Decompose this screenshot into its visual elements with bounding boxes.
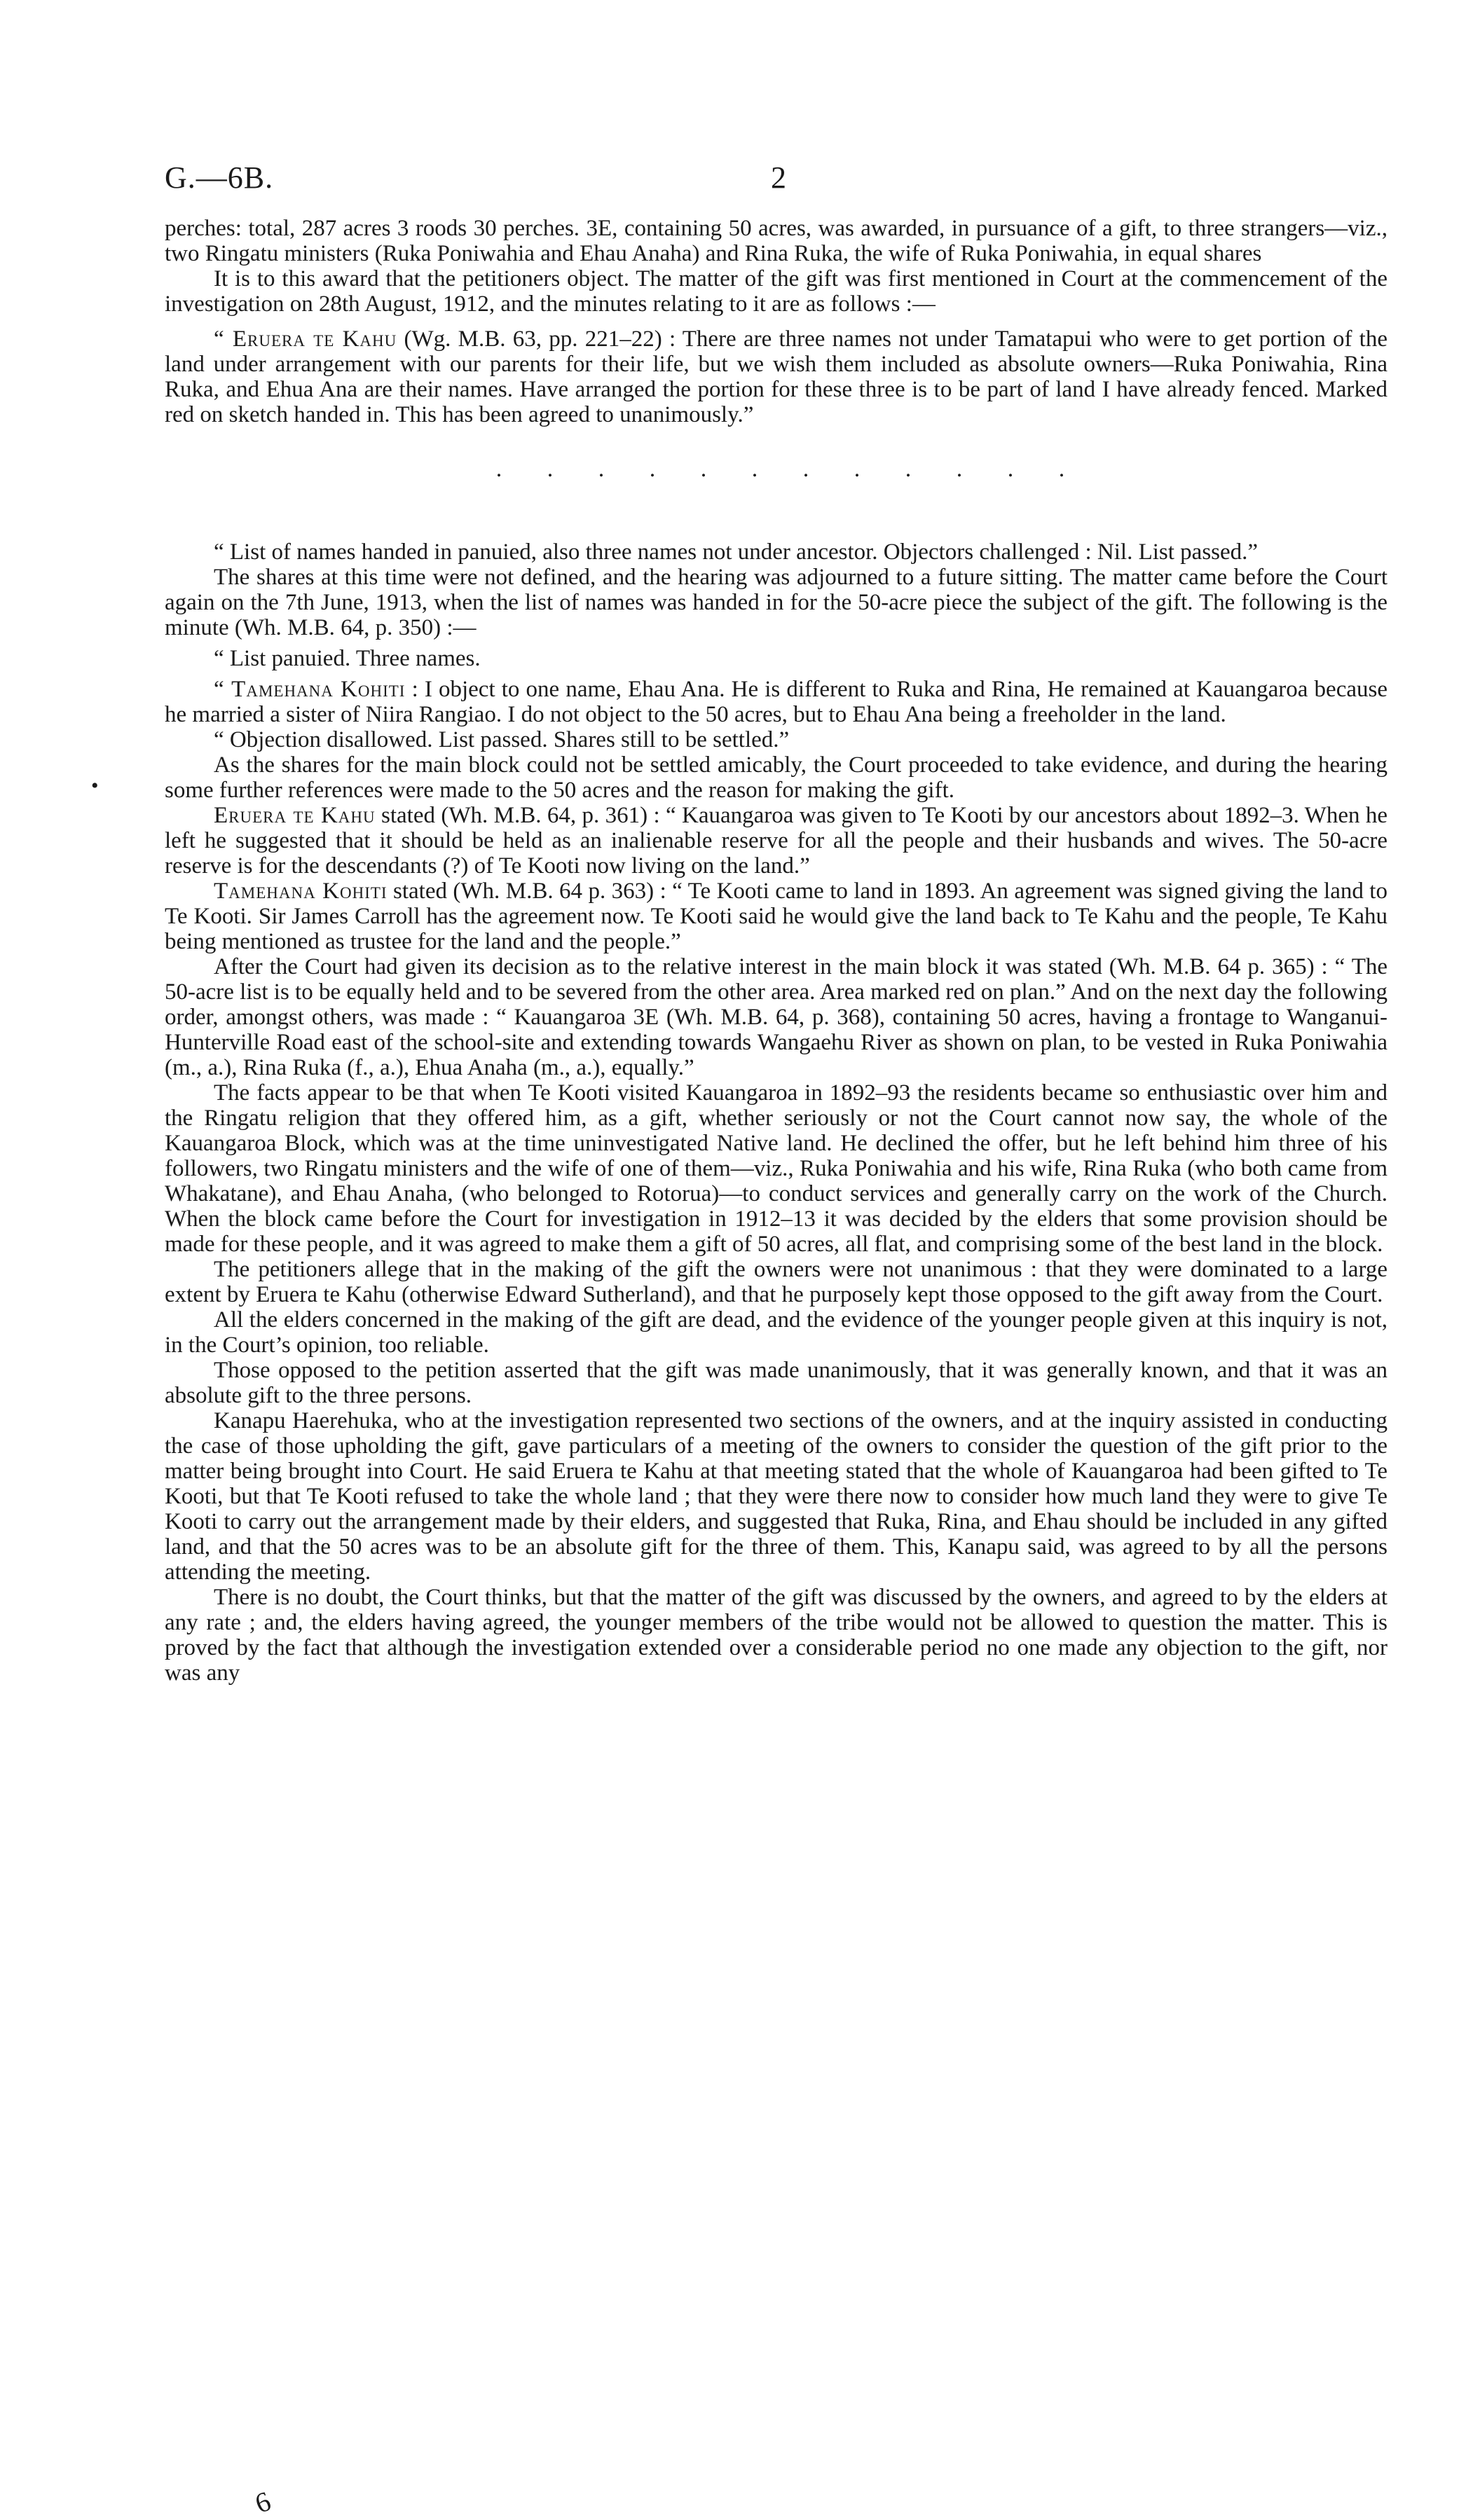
paragraph: It is to this award that the petitioners object. The matter of the gift was first mentioned in Court at the commencement of the investigation on 28th August, 1912, and the minutes relating to it are as follows :— (165, 266, 1388, 317)
speaker-name: Tamehana Kohiti (214, 879, 388, 904)
paragraph: Kanapu Haerehuka, who at the investigation represented two sections of the owners, and at the inquiry assisted in conducting the case of those upholding the gift, gave particulars of a meeting of the owners to consider the question of the gift prior to the matter being brought into Court. He said Eruera te Kahu at that meeting stated that the whole of Kauangaroa had been gifted to Te Kooti, but that Te Kooti refused to take the whole land ; that they were there now to consider how much land they were to give Te Kooti to carry out the arrangement made by their elders, and suggested that Ruka, Rina, and Ehau should be included in any gifted land, and that the 50 acres was to be an absolute gift for the three of them. This, Kanapu said, was agreed to by all the persons attending the meeting. (165, 1408, 1388, 1585)
paragraph: After the Court had given its decision as to the relative interest in the main block it was stated (Wh. M.B. 64 p. 365) : “ The 50-acre list is to be equally held and to be severed from the other area. Area marked red on plan.” And on the next day the following order, amongst others, was made : “ Kauangaroa 3E (Wh. M.B. 64, p. 368), containing 50 acres, having a frontage to Wanganui-Hunterville Road east of the school-site and extending towards Wangaehu River as shown on plan, to be vested in Ruka Poniwahia (m., a.), Rina Ruka (f., a.), Ehua Anaha (m., a.), equally.” (165, 954, 1388, 1080)
page-number: 2 (771, 160, 787, 195)
document-reference: G.—6B. (165, 160, 274, 195)
speaker-name: “ Tamehana Kohiti (214, 677, 406, 702)
quote-text: (Wg. M.B. 63, pp. 221–22) : There are three names not under Tamatapui who were to get portion of the land under arrangement with our parents for their life, but we wish them included as absolute owners—Ruka Poniwahia, Rina Ruka, and Ehua Ana are their names. Have arranged the portion for these three is to be part of land I have already fenced. Marked red on sketch handed in. This has been agreed to unanimously.” (165, 326, 1388, 427)
document-page (165, 160, 1388, 1686)
spacer (165, 511, 1388, 539)
paragraph: The shares at this time were not defined, and the hearing was adjourned to a future sitting. The matter came before the Court again on the 7th June, 1913, when the list of names was handed in for the 50-acre piece the subject of the gift. The following is the minute (Wh. M.B. 64, p. 350) :— (165, 565, 1388, 640)
paragraph: There is no doubt, the Court thinks, but that the matter of the gift was discussed by the owners, and agreed to by the elders at any rate ; and, the elders having agreed, the younger members of the tribe would not be allowed to question the matter. This is proved by the fact that although the investigation extended over a considerable period no one made any objection to the gift, nor was any (165, 1585, 1388, 1686)
speaker-name: “ Eruera te Kahu (214, 326, 397, 352)
quote-paragraph (165, 677, 1388, 727)
paragraph: Those opposed to the petition asserted that the gift was made unanimously, that it was generally known, and that it was an absolute gift to the three persons. (165, 1358, 1388, 1408)
paragraph-text: stated (Wh. M.B. 64 p. 363) : “ Te Kooti came to land in 1893. An agreement was signed giving the land to Te Kooti. Sir James Carroll has the agreement now. Te Kooti said he would give the land back to Te Kahu and the people, Te Kahu being mentioned as trustee for the land and the people.” (165, 879, 1388, 954)
paragraph-continuation: perches: total, 287 acres 3 roods 30 perches. 3E, containing 50 acres, was awarded, in pursuance of a gift, to three strangers—viz., two Ringatu ministers (Ruka Poniwahia and Ehau Anaha) and Rina Ruka, the wife of Ruka Poniwahia, in equal shares (165, 216, 1388, 266)
paragraph: As the shares for the main block could not be settled amicably, the Court proceeded to take evidence, and during the hearing some further references were made to the 50 acres and the reason for making the gift. (165, 752, 1388, 803)
paragraph: All the elders concerned in the making of the gift are dead, and the evidence of the younger people given at this inquiry is not, in the Court’s opinion, too reliable. (165, 1307, 1388, 1358)
paragraph: The facts appear to be that when Te Kooti visited Kauangaroa in 1892–93 the residents became so enthusiastic over him and the Ringatu religion that they offered him, as a gift, whether seriously or not the Court cannot now say, the whole of the Kauangaroa Block, which was at the time uninvestigated Native land. He declined the offer, but he left behind him three of his followers, two Ringatu ministers and the wife of one of them—viz., Ruka Poniwahia and his wife, Rina Ruka (who both came from Whakatane), and Ehau Anaha, (who belonged to Rotorua)—to conduct services and generally carry on the work of the Church. When the block came before the Court for investigation in 1912–13 it was decided by the elders that some provision should be made for these people, and it was agreed to make them a gift of 50 acres, all flat, and comprising some of the best land in the block. (165, 1080, 1388, 1257)
ellipsis-divider: . . . . . . . . . . . . (495, 456, 1085, 482)
quote-paragraph: “ List panuied. Three names. (214, 646, 481, 671)
paragraph: The petitioners allege that in the making of the gift the owners were not unanimous : that they were dominated to a large extent by Eruera te Kahu (otherwise Edward Sutherland), and that he purposely kept those opposed to the gift away from the Court. (165, 1257, 1388, 1307)
quote-paragraph (165, 326, 1388, 427)
page-header (165, 160, 1388, 216)
speaker-name: Eruera te Kahu (214, 803, 376, 828)
paragraph (165, 879, 1388, 954)
paragraph (165, 803, 1388, 879)
quote-paragraph: “ List of names handed in panuied, also three names not under ancestor. Objectors challenged : Nil. List passed.” (214, 539, 1259, 565)
quote-text: : I object to one name, Ehau Ana. He is different to Ruka and Rina, He remained at Kauangaroa because he married a sister of Niira Rangiao. I do not object to the 50 acres, but to Ehau Ana being a freeholder in the land. (165, 677, 1388, 727)
quote-paragraph: “ Objection disallowed. List passed. Shares still to be settled.” (214, 727, 790, 752)
margin-mark: • (91, 774, 99, 797)
footer-mark: 6 (250, 2484, 275, 2520)
paragraph-text: stated (Wh. M.B. 64, p. 361) : “ Kauangaroa was given to Te Kooti by our ancestors about 1892–3. When he left he suggested that it should be held as an inalienable reserve for all the people and their husbands and wives. The 50-acre reserve is for the descendants (?) of Te Kooti now living on the land.” (165, 803, 1388, 879)
